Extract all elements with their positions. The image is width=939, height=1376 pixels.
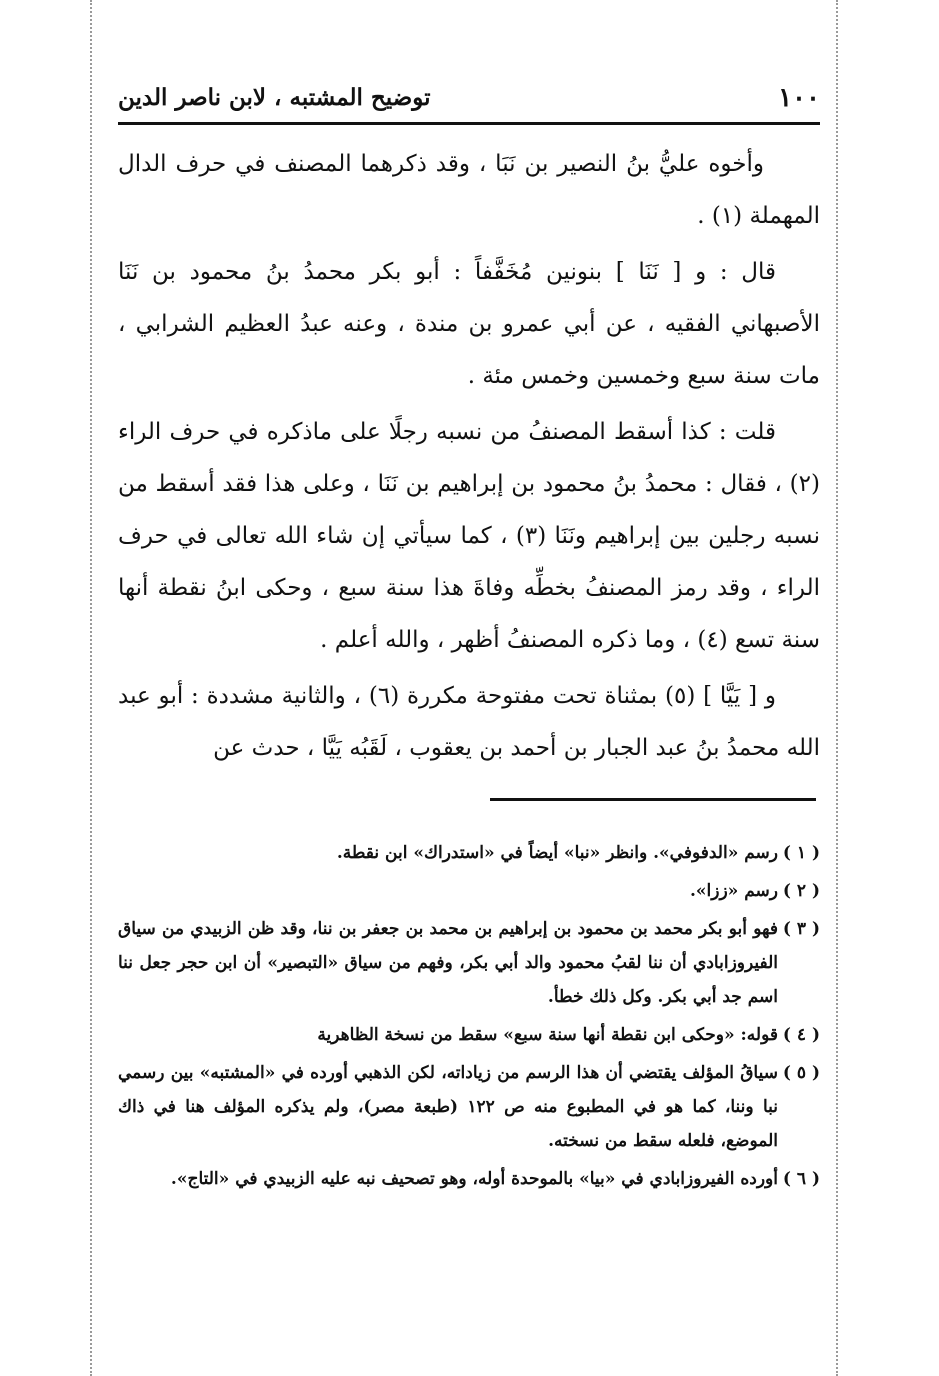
paragraph: و [ يَيَّا ] (٥) بمثناة تحت مفتوحة مكررة (٦) ، والثانية مشددة : أبو عبد الله محمدُ بنُ عبد الجبار بن أحمد بن يعقوب ، لَقَبُه يَيَّا ، حدث عن bbox=[118, 683, 820, 761]
header-rule bbox=[118, 122, 820, 125]
paragraph: قلت : كذا أسقط المصنفُ من نسبه رجلًا على ماذكره في حرف الراء (٢) ، فقال : محمدُ بنُ محمود بن إبراهيم بن نَنَا ، وعلى هذا فقد أسقط من نسبه رجلين بين إبراهيم ونَنَا (٣) ، كما سيأتي إن شاء الله تعالى في حرف الراء ، وقد رمز المصنفُ بخطِّه وفاةَ هذا سنة سبع ، وحكى ابنُ نقطة أنها سنة تسع (٤) ، وما ذكره المصنفُ أظهر ، والله أعلم . bbox=[118, 419, 820, 653]
footnote-text: سياقُ المؤلف يقتضي أن هذا الرسم من زياداته، لكن الذهبي أورده في «المشتبه» بين رسمي نبا وننا، كما هو في المطبوع منه ص ١٢٢ (طبعة مصر)، ولم يذكره المؤلف هنا في ذاك الموضع، فلعله سقط من نسخته. bbox=[118, 1063, 778, 1151]
footnote-number: ( ١ ) bbox=[782, 843, 820, 863]
footnote bbox=[118, 1162, 820, 1196]
footnote-text: رسم «الدفوفي». وانظر «نبا» أيضاً في «استدراك» ابن نقطة. bbox=[336, 843, 778, 863]
footnote-number: ( ٤ ) bbox=[782, 1025, 820, 1045]
running-title: توضيح المشتبه ، لابن ناصر الدين bbox=[118, 84, 431, 111]
footnote-number: ( ٢ ) bbox=[782, 881, 820, 901]
footnote bbox=[118, 836, 820, 870]
footnote-number: ( ٦ ) bbox=[782, 1169, 820, 1189]
page-number: ١٠٠ bbox=[778, 83, 820, 113]
footnote bbox=[118, 1018, 820, 1052]
footnote-text: رسم «ززا». bbox=[690, 881, 778, 901]
scan-dotted-edge-right bbox=[836, 0, 838, 1376]
footnote-number: ( ٣ ) bbox=[782, 919, 820, 939]
footnote-separator bbox=[490, 798, 816, 801]
footnote-text: أورده الفيروزابادي في «بيا» بالموحدة أوله، وهو تصحيف نبه عليه الزبيدي في «التاج». bbox=[170, 1169, 778, 1189]
footnote-number: ( ٥ ) bbox=[782, 1063, 820, 1083]
footnote bbox=[118, 912, 820, 1014]
footnote-text: قوله: «وحكى ابن نقطة أنها سنة سبع» سقط من نسخة الظاهرية bbox=[317, 1025, 778, 1045]
paragraph: قال : و [ نَنَا ] بنونين مُخَفَّفاً : أبو بكر محمدُ بنُ محمود بن نَنَا الأصبهاني الفقيه ، عن أبي عمرو بن مندة ، وعنه عبدُ العظيم الشرابي ، مات سنة سبع وخمسين وخمس مئة . bbox=[118, 259, 820, 389]
footnotes bbox=[118, 836, 820, 1200]
main-text bbox=[118, 138, 820, 778]
scan-dotted-edge-left bbox=[90, 0, 92, 1376]
footnote bbox=[118, 1056, 820, 1158]
footnote-text: فهو أبو بكر محمد بن محمود بن إبراهيم بن محمد بن جعفر بن ننا، وقد ظن الزبيدي من سياق الفيروزابادي أن ننا لقبُ محمود والد أبي بكر، وفهم من سياق «التبصير» أن ابن حجر جعل ننا اسم جد أبي بكر. وكل ذلك خطأ. bbox=[118, 919, 778, 1007]
paragraph: وأخوه عليُّ بنُ النصير بن نَبَا ، وقد ذكرهما المصنف في حرف الدال المهملة (١) . bbox=[118, 151, 820, 229]
page-header bbox=[118, 80, 820, 122]
footnote bbox=[118, 874, 820, 908]
